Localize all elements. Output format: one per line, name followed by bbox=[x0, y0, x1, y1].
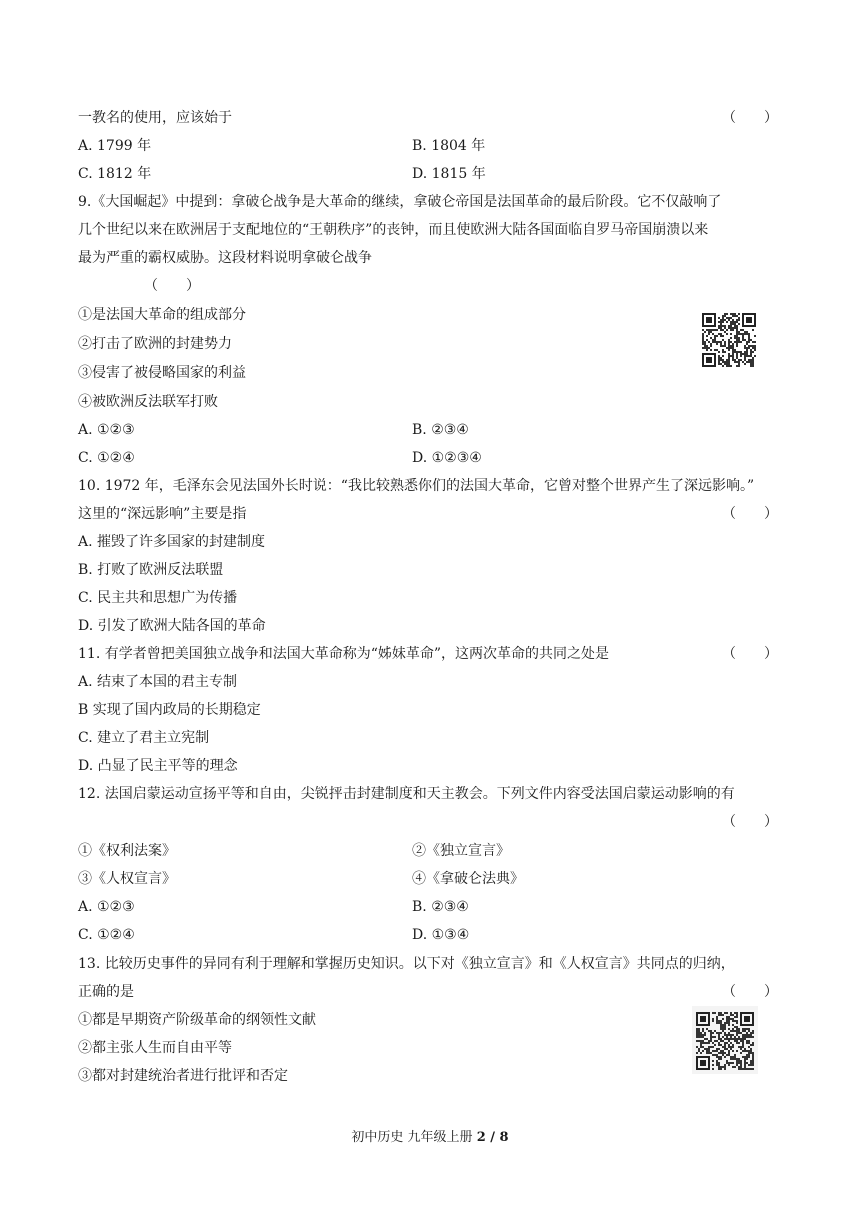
q10-stem-line2: 这里的“深远影响”主要是指 bbox=[78, 506, 247, 522]
q11-option-a: A. 结束了本国的君主专制 bbox=[78, 674, 238, 690]
q12-doc-3: ③《人权宣言》 bbox=[78, 871, 176, 887]
q9-option-b: B. ②③④ bbox=[412, 422, 469, 438]
q10-option-c: C. 民主共和思想广为传播 bbox=[78, 590, 238, 606]
q13-stem-line1: 13. 比较历史事件的异同有利于理解和掌握历史知识。以下对《独立宣言》和《人权宣言》共同点的归纳， bbox=[78, 956, 735, 972]
answer-paren: （ ） bbox=[722, 506, 778, 522]
q11-option-c: C. 建立了君主立宪制 bbox=[78, 730, 210, 746]
q10-stem-line1: 10. 1972 年，毛泽东会见法国外长时说：“我比较熟悉你们的法国大革命，它曾对整个世界产生了深远影响。” bbox=[78, 478, 755, 494]
q13-statement-3: ③都对封建统治者进行批评和否定 bbox=[78, 1068, 288, 1084]
q13-statement-1: ①都是早期资产阶级革命的纲领性文献 bbox=[78, 1012, 316, 1028]
q9-option-c: C. ①②④ bbox=[78, 450, 135, 466]
q10-option-a: A. 摧毁了许多国家的封建制度 bbox=[78, 534, 266, 550]
footer-page-number: 2 / 8 bbox=[476, 1130, 509, 1145]
q11-option-d: D. 凸显了民主平等的理念 bbox=[78, 758, 238, 774]
qr-code-image bbox=[690, 311, 758, 375]
answer-paren: （ ） bbox=[722, 814, 778, 830]
q13-statement-2: ②都主张人生而自由平等 bbox=[78, 1040, 232, 1056]
answer-paren: （ ） bbox=[722, 646, 778, 662]
q13-stem-line2: 正确的是 bbox=[78, 984, 134, 1000]
footer-subject: 初中历史 九年级上册 bbox=[351, 1130, 477, 1145]
q9-option-a: A. ①②③ bbox=[78, 422, 135, 438]
q12-doc-1: ①《权利法案》 bbox=[78, 843, 176, 859]
q8-stem-continuation: 一教名的使用，应该始于 bbox=[78, 110, 232, 126]
page-footer bbox=[0, 1129, 860, 1147]
answer-paren: （ ） bbox=[722, 110, 778, 126]
q12-stem: 12. 法国启蒙运动宣扬平等和自由，尖锐抨击封建制度和天主教会。下列文件内容受法国启蒙运动影响的有 bbox=[78, 786, 735, 802]
q10-option-b: B. 打败了欧洲反法联盟 bbox=[78, 562, 224, 578]
q9-statement-2: ②打击了欧洲的封建势力 bbox=[78, 336, 232, 352]
answer-paren: （ ） bbox=[144, 278, 200, 294]
q12-option-a: A. ①②③ bbox=[78, 899, 135, 915]
q11-stem: 11. 有学者曾把美国独立战争和法国大革命称为“姊妹革命”，这两次革命的共同之处是 bbox=[78, 646, 610, 662]
q10-option-d: D. 引发了欧洲大陆各国的革命 bbox=[78, 618, 266, 634]
q9-stem-line2: 几个世纪以来在欧洲居于支配地位的“王朝秩序”的丧钟，而且使欧洲大陆各国面临自罗马帝国崩溃以来 bbox=[78, 222, 709, 238]
q9-statement-4: ④被欧洲反法联军打败 bbox=[78, 394, 218, 410]
q12-option-d: D. ①③④ bbox=[412, 927, 470, 943]
q12-doc-2: ②《独立宣言》 bbox=[412, 843, 510, 859]
q12-option-c: C. ①②④ bbox=[78, 927, 135, 943]
q8-option-d: D. 1815 年 bbox=[412, 166, 486, 182]
q9-statement-1: ①是法国大革命的组成部分 bbox=[78, 307, 246, 323]
q9-stem-line3: 最为严重的霸权威胁。这段材料说明拿破仑战争 bbox=[78, 250, 372, 266]
answer-paren: （ ） bbox=[722, 984, 778, 1000]
q8-option-b: B. 1804 年 bbox=[412, 138, 486, 154]
q9-stem-line1: 9.《大国崛起》中提到：拿破仑战争是大革命的继续，拿破仑帝国是法国革命的最后阶段。它不仅敲响了 bbox=[78, 194, 722, 210]
qr-code-image bbox=[692, 1006, 758, 1074]
q8-option-a: A. 1799 年 bbox=[78, 138, 152, 154]
q12-option-b: B. ②③④ bbox=[412, 899, 469, 915]
q11-option-b: B 实现了国内政局的长期稳定 bbox=[78, 702, 261, 718]
q9-statement-3: ③侵害了被侵略国家的利益 bbox=[78, 365, 246, 381]
q9-option-d: D. ①②③④ bbox=[412, 450, 482, 466]
q8-option-c: C. 1812 年 bbox=[78, 166, 152, 182]
q12-doc-4: ④《拿破仑法典》 bbox=[412, 871, 524, 887]
